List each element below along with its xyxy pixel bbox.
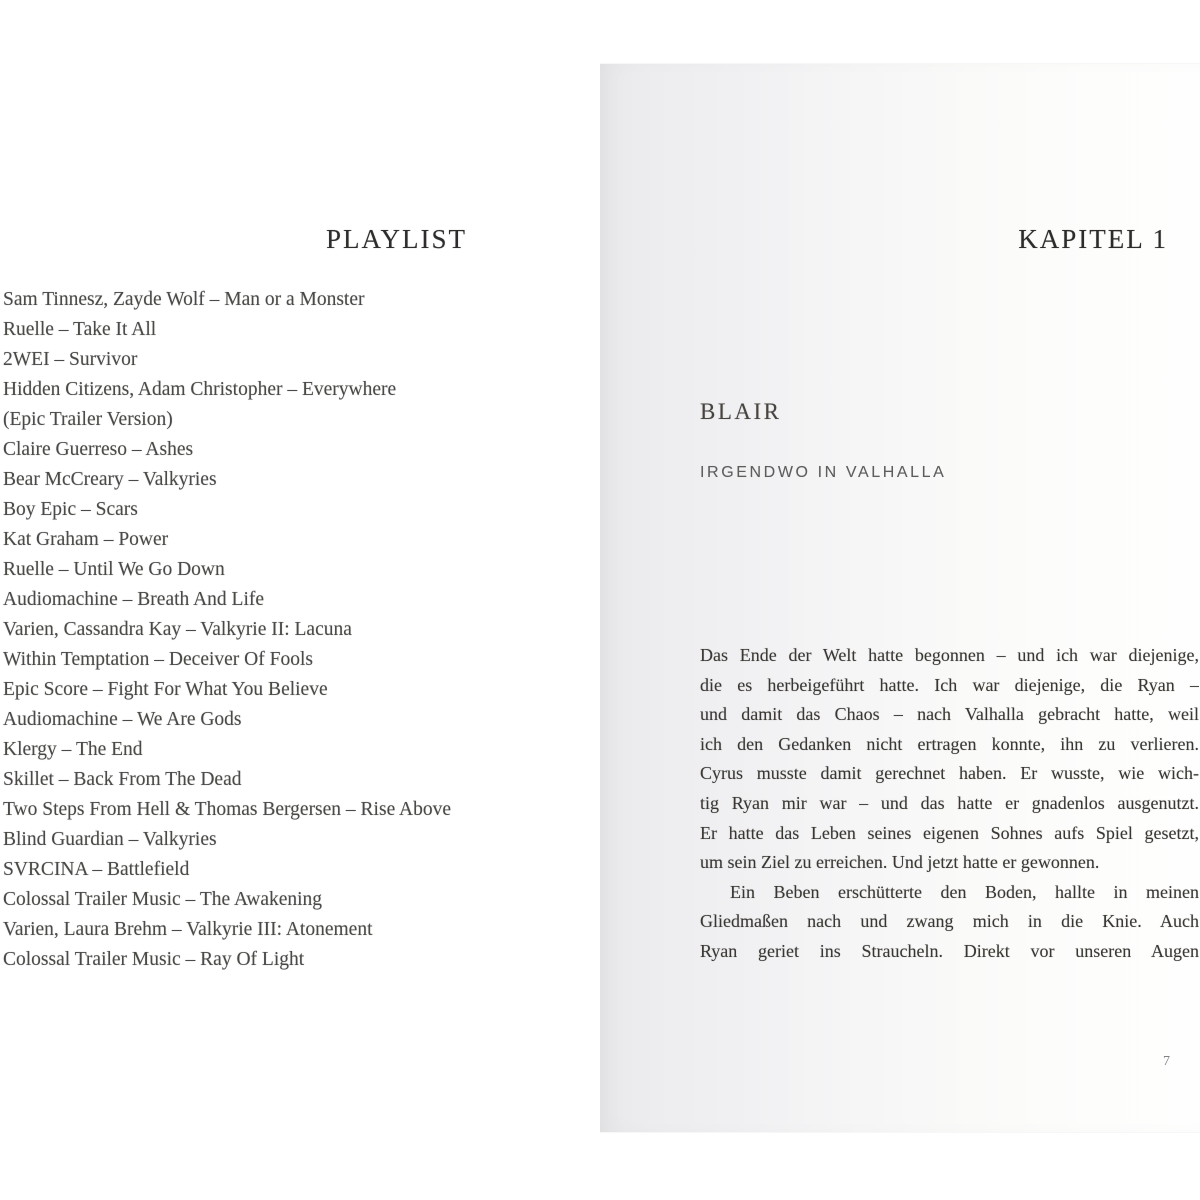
chapter-title: KAPITEL 1 [1018,224,1168,254]
playlist-track: Claire Guerreso – Ashes [3,439,194,460]
page-number: 7 [1163,1054,1170,1069]
body-line: tig Ryan mir war – und das hatte er gnadenlos ausgenutzt. [700,792,1199,813]
playlist-track: 2WEI – Survivor [3,349,138,370]
playlist-track: Varien, Laura Brehm – Valkyrie III: Atonement [3,919,373,940]
body-line: um sein Ziel zu erreichen. Und jetzt hatte er gewonnen. [700,852,1100,873]
playlist-track: (Epic Trailer Version) [3,409,173,430]
playlist-track: Colossal Trailer Music – Ray Of Light [3,949,305,970]
body-line: die es herbeigeführt hatte. Ich war diejenige, die Ryan – [700,674,1199,695]
chapter-body [700,641,1199,967]
playlist-track: Boy Epic – Scars [3,499,138,520]
body-line: Er hatte das Leben seines eigenen Sohnes aufs Spiel gesetzt, [700,822,1199,843]
playlist-track: Ruelle – Take It All [3,319,157,340]
pov-name: BLAIR [700,399,782,424]
body-line: Cyrus musste damit gerechnet haben. Er wusste, wie wich- [700,763,1199,784]
playlist-track: Blind Guardian – Valkyries [3,829,217,850]
playlist-track: Audiomachine – Breath And Life [3,589,265,610]
playlist-track: Kat Graham – Power [3,529,169,550]
playlist-track: Audiomachine – We Are Gods [3,709,242,730]
playlist-track: Bear McCreary – Valkyries [3,469,217,490]
body-line: und damit das Chaos – nach Valhalla gebracht hatte, weil [700,704,1199,725]
body-line: Gliedmaßen nach und zwang mich in die Knie. Auch [700,911,1199,932]
playlist-track: Klergy – The End [3,739,143,760]
body-line: Das Ende der Welt hatte begonnen – und ich war diejenige, [700,645,1199,665]
playlist-track: Ruelle – Until We Go Down [3,559,225,580]
playlist-track: Hidden Citizens, Adam Christopher – Everywhere [3,379,397,400]
right-page [600,64,1200,1132]
playlist-title: PLAYLIST [326,224,468,254]
body-line: Ryan geriet ins Straucheln. Direkt vor unseren Augen [700,940,1199,961]
body-line: ich den Gedanken nicht ertragen konnte, ihn zu verlieren. [700,733,1199,754]
playlist-track: Skillet – Back From The Dead [3,769,242,790]
playlist-track: Epic Score – Fight For What You Believe [3,679,328,700]
body-line: Ein Beben erschütterte den Boden, hallte in meinen [730,881,1199,902]
playlist-track: Within Temptation – Deceiver Of Fools [3,649,313,670]
playlist-track: Varien, Cassandra Kay – Valkyrie II: Lacuna [3,619,352,640]
playlist-track: SVRCINA – Battlefield [3,859,190,880]
playlist [3,285,563,975]
playlist-track: Colossal Trailer Music – The Awakening [3,889,323,910]
playlist-track: Sam Tinnesz, Zayde Wolf – Man or a Monster [3,289,365,310]
playlist-track: Two Steps From Hell & Thomas Bergersen – Rise Above [3,799,452,820]
scene-location: IRGENDWO IN VALHALLA [700,464,947,481]
